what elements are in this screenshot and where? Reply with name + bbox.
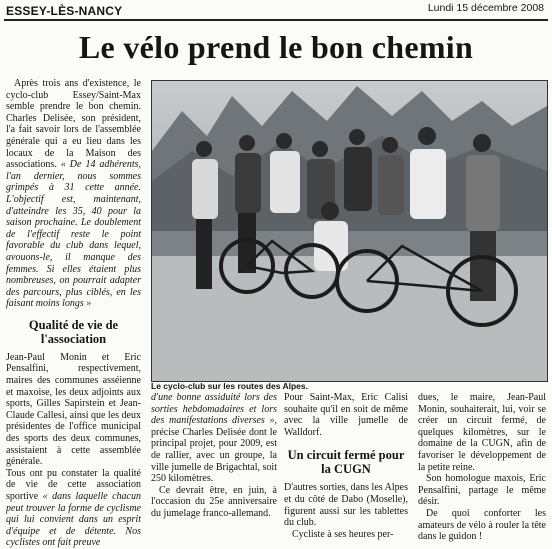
quote-text: « De 14 adhérents, l'an dernier, nous sommes grimpés à 31 cette année. L'objectif est, maintenant, d'atteindre les 35, 40 pour la saison prochaine. Le doublement de l'effectif reste le point favorable du club dans lequel, avouons-le, il manque des femmes. Si elles étaient plus nombreuses, on pourrait adapter des parcours, plus ciblés, en les faisant moins longs » (6, 159, 141, 310)
paragraph: D'autres sorties, dans les Alpes et du côté de Dabo (Moselle), figurent aussi sur les tablettes du club. (284, 482, 408, 529)
paragraph: Pour Saint-Max, Eric Calisi souhaite qu'il en soit de même avec la ville jumelle de Walldorf. (284, 392, 408, 438)
paragraph: Jean-Paul Monin et Eric Pensalfini, respectivement, maires des communes asséienne et maxoise, les deux adjoints aux sports, Gilles Sapirstein et Jean-Claude Callesi, ainsi que les deux présidentes de l'office municipal des sports des deux communes, assistaient à cette assemblée générale. (6, 351, 141, 468)
subheading: Un circuit fermé pour la CUGN (287, 448, 405, 477)
paragraph-text: Tous ont pu constater la qualité de vie de cette association sportive (6, 467, 141, 502)
paragraph: De quoi conforter les amateurs de vélo à rouler la tête dans le guidon ! (418, 507, 546, 543)
header-rule (4, 19, 548, 21)
subheading: Qualité de vie de l'association (28, 317, 119, 346)
article-column-2 (151, 392, 277, 520)
paragraph: dues, le maire, Jean-Paul Monin, souhaiterait, lui, voir se créer un circuit fermé, de quelques kilomètres, sur le domaine de la CUGN, afin de favoriser le développement de la petite reine. (418, 392, 546, 473)
paragraph (6, 78, 141, 310)
quote-text: « dans laquelle chacun peut trouver la forme de cyclisme qui lui convient dans un esprit d'équipe et de détente. Nos cyclistes ont fait preuve (6, 491, 141, 549)
cyclists-photo-image (152, 81, 547, 381)
paragraph: Cycliste à ses heures per- (292, 528, 394, 540)
article-column-4 (418, 392, 546, 543)
paragraph: Son homologue maxois, Eric Pensalfini, partage le même désir. (418, 473, 546, 508)
paragraph-text: , précise Charles Delisée dont le principal projet, pour 2009, est de rallier, avec un groupe, la ville jumelle de Brigachtal, soit 250 kilomètres. (151, 415, 277, 485)
paragraph: Ce devrait être, en juin, à l'occasion du 25e anniversaire du jumelage franco-allemand. (151, 484, 277, 519)
headline: Le vélo prend le bon chemin (78, 29, 474, 65)
article-column-3 (284, 392, 408, 540)
publication-date: Lundi 15 décembre 2008 (427, 2, 544, 14)
photo-caption: Le cyclo-club sur les routes des Alpes. (151, 381, 308, 391)
article-photo (151, 80, 548, 382)
quote-text: d'une bonne assiduité lors des sorties hebdomadaires et lors des manifestations diverses » (151, 392, 277, 427)
section-title: ESSEY-LÈS-NANCY (6, 4, 123, 18)
article-column-1 (6, 78, 141, 549)
paragraph (151, 392, 277, 485)
paragraph (6, 468, 141, 549)
paragraph-text: Après trois ans d'existence, le cyclo-club Essey/Saint-Max semble prendre le bon chemin. Charles Delisée, son président, l'a fait savoir lors de l'assemblée générale qui a eu lieu dans les locaux de la Maison des associations. (6, 78, 141, 171)
